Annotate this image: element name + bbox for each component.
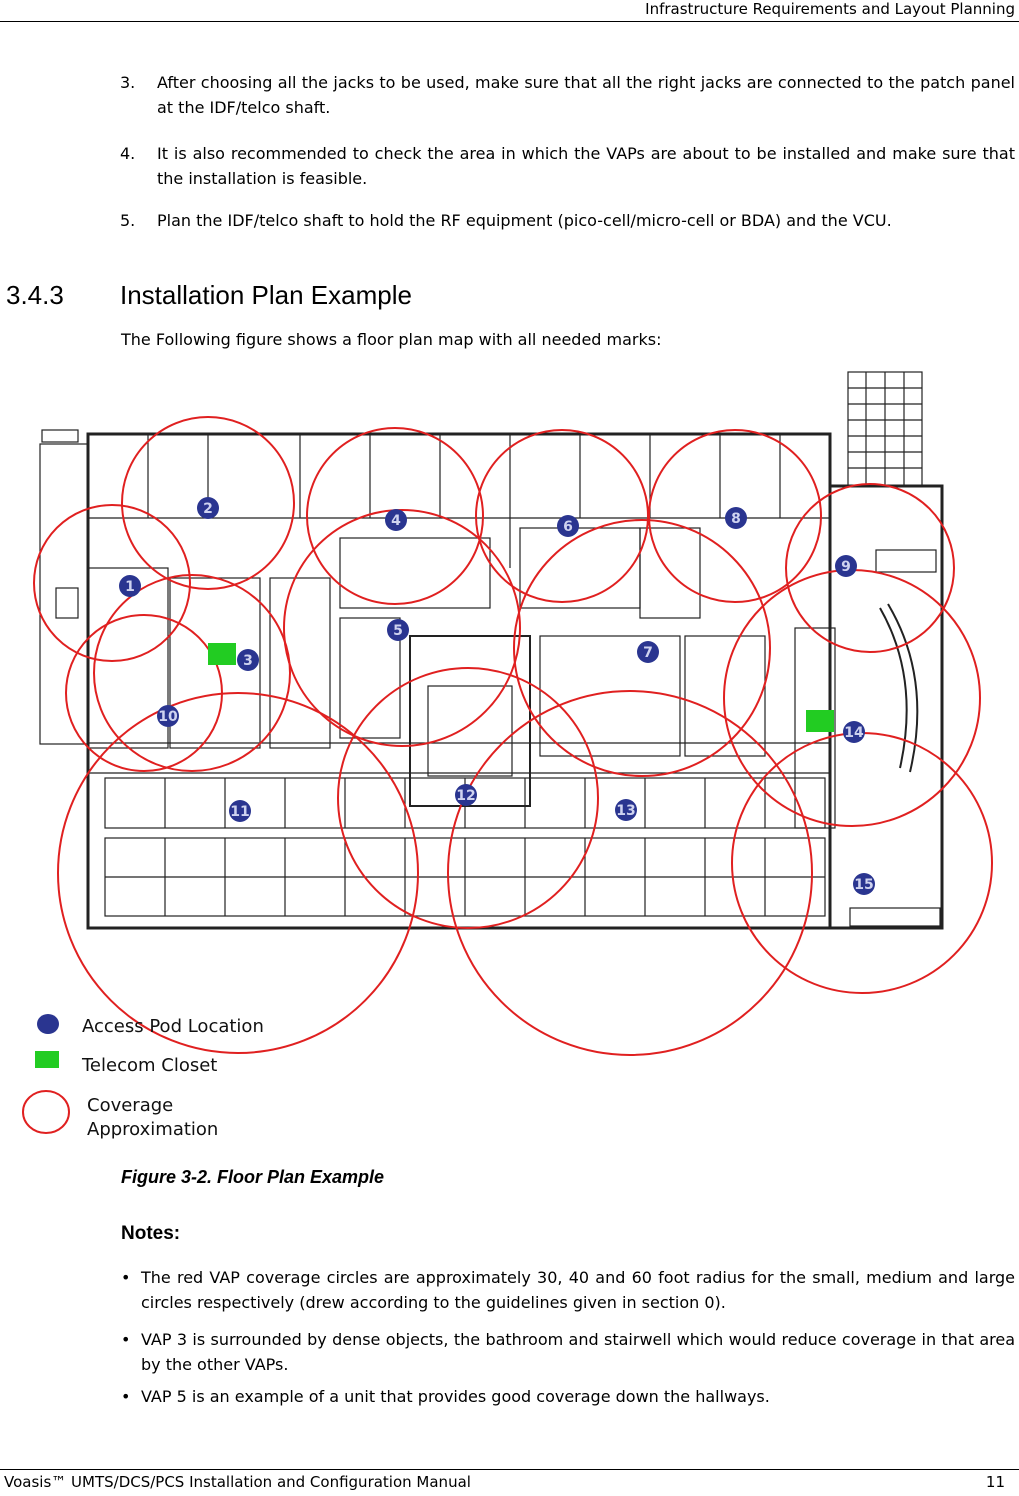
floor-plan-svg: [20, 368, 995, 1148]
access-pod-13: [615, 799, 637, 821]
bullet-icon: •: [121, 1268, 131, 1287]
note-text: The red VAP coverage circles are approximately 30, 40 and 60 foot radius for the small, medium and large circles respectively (drew according to the guidelines given in section 0).: [141, 1268, 1015, 1312]
legend-closet-label: Telecom Closet: [82, 1055, 218, 1076]
access-pod-1: [119, 575, 141, 597]
step-number: 3.: [120, 73, 136, 92]
telecom-closet: [806, 710, 834, 732]
access-pod-11: [229, 800, 251, 822]
access-pod-12: [455, 784, 477, 806]
access-pod-label: 7: [643, 645, 653, 661]
legend-pod-label: Access Pod Location: [82, 1016, 264, 1037]
step-item-3: [120, 70, 1015, 120]
intro-text: The Following figure shows a floor plan map with all needed marks:: [121, 330, 662, 349]
coverage-circle: [476, 430, 648, 602]
access-pod-label: 3: [243, 653, 253, 669]
access-pod-label: 9: [841, 559, 851, 575]
step-text: It is also recommended to check the area in which the VAPs are about to be installed and make sure that the installation is feasible.: [157, 144, 1015, 188]
telecom-closet: [208, 643, 236, 665]
floor-plan-walls: [40, 372, 942, 928]
footer-rule: [0, 1469, 1019, 1470]
access-pod-8: [725, 507, 747, 529]
legend-closet-marker: [35, 1051, 59, 1068]
access-pod-15: [853, 873, 875, 895]
coverage-circle: [448, 691, 812, 1055]
section-number: 3.4.3: [6, 280, 64, 310]
note-item-3: [121, 1384, 1015, 1409]
figure-caption: Figure 3-2. Floor Plan Example: [121, 1167, 385, 1187]
access-pod-label: 11: [230, 804, 250, 820]
access-pod-14: [843, 721, 865, 743]
access-pod-5: [387, 619, 409, 641]
running-header: Infrastructure Requirements and Layout Planning: [645, 0, 1015, 18]
access-pod-9: [835, 555, 857, 577]
notes-heading: Notes:: [121, 1223, 181, 1244]
access-pod-label: 5: [393, 623, 403, 639]
section-title: Installation Plan Example: [120, 280, 412, 310]
step-text: After choosing all the jacks to be used, make sure that all the right jacks are connected to the patch panel at the IDF/telco shaft.: [157, 73, 1015, 117]
access-pod-3: [237, 649, 259, 671]
legend-coverage-marker: [23, 1091, 69, 1133]
access-pod-label: 14: [844, 725, 864, 741]
legend-coverage-label-1: Coverage: [87, 1095, 174, 1116]
access-pod-label: 12: [456, 788, 476, 804]
page-number: 11: [985, 1473, 1005, 1491]
access-pod-10: [157, 705, 179, 727]
step-number: 5.: [120, 211, 136, 230]
coverage-circle: [34, 505, 190, 661]
legend-coverage-label-2: Approximation: [87, 1119, 219, 1140]
access-pod-label: 4: [391, 513, 401, 529]
floor-plan-figure: [20, 368, 995, 1148]
coverage-circle: [786, 484, 954, 652]
step-text: Plan the IDF/telco shaft to hold the RF equipment (pico-cell/micro-cell or BDA) and the VCU.: [157, 211, 892, 230]
footer-manual-title: Voasis™ UMTS/DCS/PCS Installation and Configuration Manual: [4, 1473, 471, 1491]
step-item-4: [120, 141, 1015, 191]
bullet-icon: •: [121, 1330, 131, 1349]
access-pod-4: [385, 509, 407, 531]
bullet-icon: •: [121, 1387, 131, 1406]
note-text: VAP 3 is surrounded by dense objects, the bathroom and stairwell which would reduce coverage in that area by the other VAPs.: [141, 1330, 1015, 1374]
access-pod-label: 2: [203, 501, 213, 517]
coverage-circle: [94, 575, 290, 771]
access-pod-label: 13: [616, 803, 636, 819]
coverage-circle: [732, 733, 992, 993]
access-pod-label: 15: [854, 877, 874, 893]
access-pod-label: 6: [563, 519, 573, 535]
access-pod-label: 10: [158, 709, 178, 725]
access-pod-label: 8: [731, 511, 741, 527]
access-pod-2: [197, 497, 219, 519]
access-pod-7: [637, 641, 659, 663]
step-item-5: [120, 208, 1015, 233]
header-rule: [0, 21, 1019, 22]
note-text: VAP 5 is an example of a unit that provides good coverage down the hallways.: [141, 1387, 770, 1406]
access-pod-6: [557, 515, 579, 537]
step-number: 4.: [120, 144, 136, 163]
note-item-1: [121, 1265, 1015, 1315]
note-item-2: [121, 1327, 1015, 1377]
coverage-circle: [58, 693, 418, 1053]
section-heading: [6, 280, 412, 311]
legend-pod-marker: [37, 1014, 59, 1034]
access-pod-label: 1: [125, 579, 135, 595]
figure-legend: [23, 1014, 264, 1140]
